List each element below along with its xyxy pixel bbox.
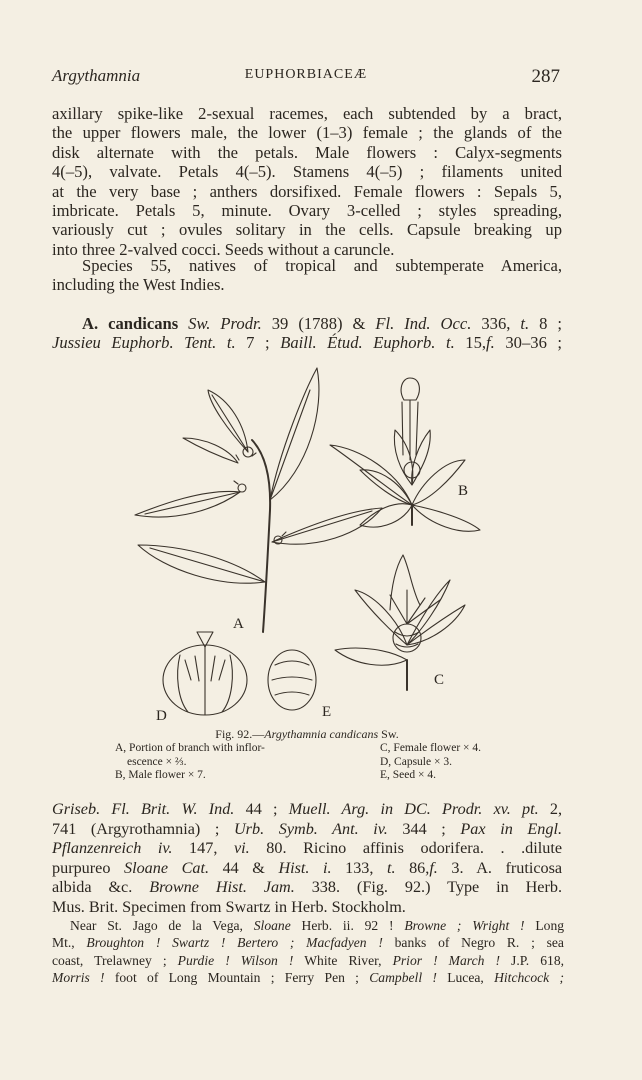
text-line: into three 2-valved cocci. Seeds without a caruncle. <box>52 239 395 259</box>
text-line: albida &c. Browne Hist. Jam. 338. (Fig. 92.) Type in Herb. <box>52 878 563 896</box>
running-head-family: EUPHORBIACEÆ <box>244 67 368 82</box>
species-name: A. candicans <box>82 314 179 333</box>
text-line: 4(–5), valvate. Petals 4(–5). Stamens 4(–5) ; filaments united <box>52 162 562 182</box>
genus-description <box>52 104 562 259</box>
text-line: Species 55, natives of tropical and subtemperate America, <box>82 256 562 275</box>
legend-entry: C, Female flower × 4. <box>380 742 482 754</box>
references <box>52 800 562 917</box>
text-line: Jussieu Euphorb. Tent. t. 7 ; Baill. Étud. Euphorb. t. 15,f. 30–36 ; <box>52 333 563 353</box>
running-head-genus: Argythamnia <box>52 66 141 85</box>
page-number: 287 <box>531 66 560 87</box>
text-line: the upper flowers male, the lower (1–3) female ; the glands of the <box>52 123 562 143</box>
text-line: axillary spike-like 2-sexual racemes, each subtended by a bract, <box>52 104 562 123</box>
legend-entry: D, Capsule × 3. <box>380 755 452 768</box>
text-line: A. candicans Sw. Prodr. 39 (1788) & Fl. Ind. Occ. 336, t. 8 ; <box>82 314 563 333</box>
text-line: including the West Indies. <box>52 275 225 295</box>
legend-entry: E, Seed × 4. <box>380 769 436 781</box>
text-line: coast, Trelawney ; Purdie ! Wilson ! White River, Prior ! March ! J.P. 618, <box>52 952 565 968</box>
legend-entry: B, Male flower × 7. <box>115 769 206 781</box>
text-line: variously cut ; ovules solitary in the cells. Capsule breaking up <box>52 220 562 240</box>
figure-label-a: A <box>233 616 244 632</box>
text-line: Pflanzenreich iv. 147, vi. 80. Ricino affinis odorifera. . .dilute <box>52 839 563 857</box>
text-line: at the very base ; anthers dorsifixed. Female flowers : Sepals 5, <box>52 181 562 201</box>
argythamnia-drawing <box>120 360 500 725</box>
text-line: disk alternate with the petals. Male flowers : Calyx-segments <box>52 142 562 162</box>
text-line: 741 (Argyrothamnia) ; Urb. Symb. Ant. iv. 344 ; Pax in Engl. <box>52 819 563 838</box>
figure-label-c: C <box>434 672 445 688</box>
legend-entry: A, Portion of branch with inflor- <box>115 742 265 754</box>
text-line: Mt., Broughton ! Swartz ! Bertero ; Macfadyen ! banks of Negro R. ; sea <box>52 935 564 951</box>
figure-legend-left <box>115 742 265 783</box>
figure-legend-right <box>380 742 481 783</box>
figure-label-d: D <box>156 708 167 724</box>
text-line: Griseb. Fl. Brit. W. Ind. 44 ; Muell. Arg. in DC. Prodr. xv. pt. 2, <box>52 800 563 818</box>
figure-label-b: B <box>458 483 469 499</box>
text-line: purpureo Sloane Cat. 44 & Hist. i. 133, t. 86,f. 3. A. fruticosa <box>52 858 563 877</box>
species-count <box>52 256 562 295</box>
text-line: imbricate. Petals 5, minute. Ovary 3-celled ; styles spreading, <box>52 200 562 220</box>
legend-entry: escence × ⅔. <box>127 755 187 768</box>
running-head <box>52 66 560 90</box>
text-line: Near St. Jago de la Vega, Sloane Herb. ii. 92 ! Browne ; Wright ! Long <box>70 918 565 933</box>
botanical-illustration <box>120 360 500 725</box>
figure-caption: Fig. 92.—Argythamnia candicans Sw. <box>215 727 399 741</box>
specimen-localities <box>52 917 564 987</box>
species-heading <box>52 314 562 353</box>
figure-label-e: E <box>322 704 332 720</box>
text-line: Mus. Brit. Specimen from Swartz in Herb. Stockholm. <box>52 897 406 916</box>
text-line: Morris ! foot of Long Mountain ; Ferry Pen ; Campbell ! Lucea, Hitchcock ; <box>52 970 564 986</box>
